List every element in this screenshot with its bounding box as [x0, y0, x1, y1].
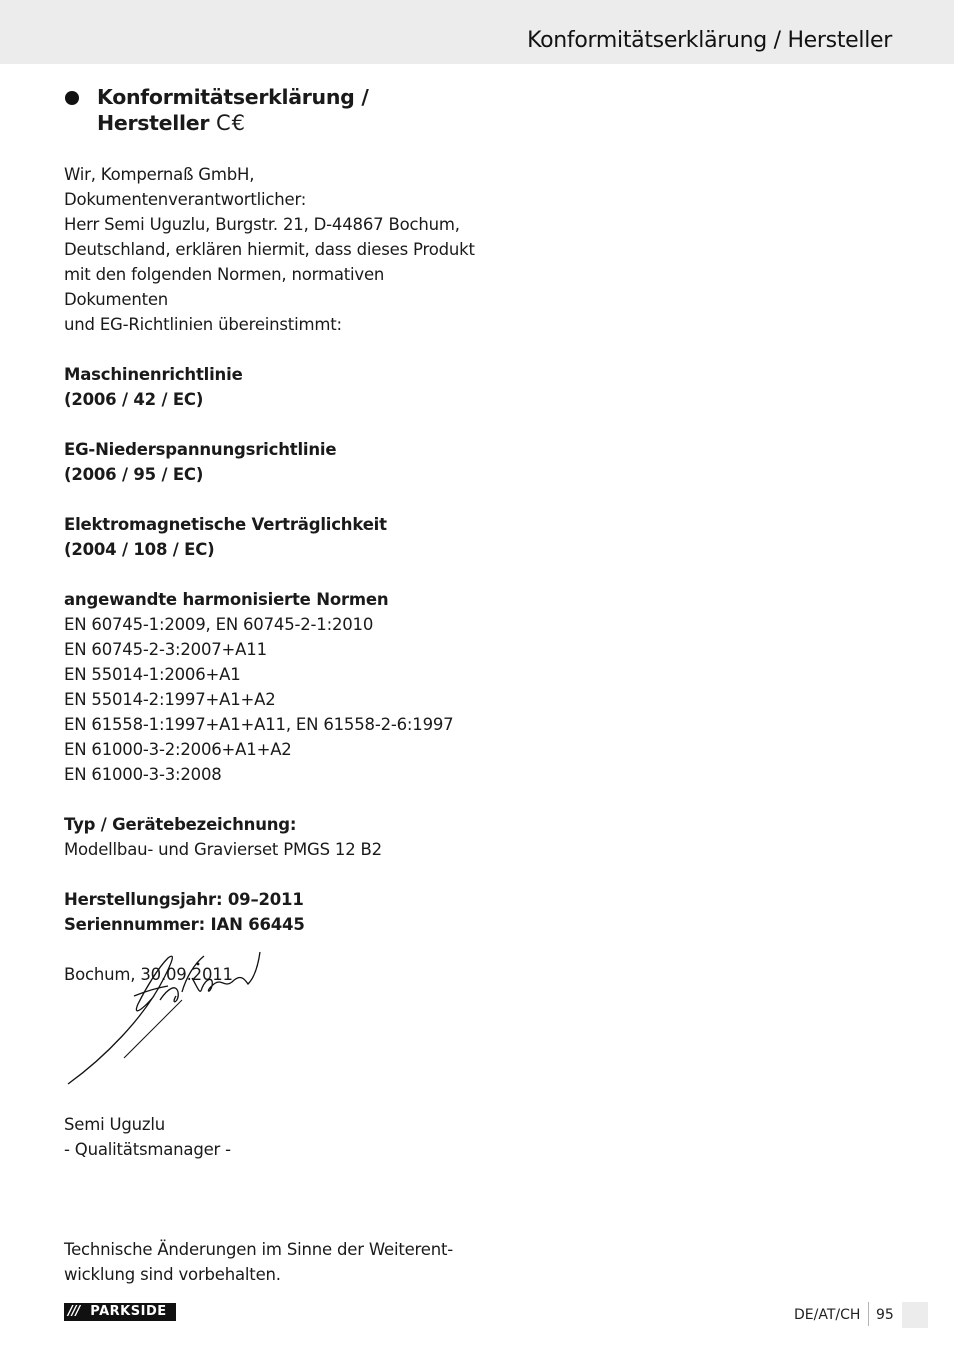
directive-code: (2004 / 108 / EC): [64, 540, 215, 559]
norm-item: EN 60745-1:2009, EN 60745-2-1:2010: [64, 615, 374, 634]
disclaimer-line: wicklung sind vorbehalten.: [64, 1265, 281, 1284]
norms-title: angewandte harmonisierte Normen: [64, 590, 389, 609]
heading-line-2: [97, 110, 484, 136]
logo-slashes: ///: [68, 1304, 80, 1319]
serial-number: Seriennummer: IAN 66445: [64, 915, 305, 934]
production-year: Herstellungsjahr: 09–2011: [64, 890, 304, 909]
directive-emc: [64, 512, 484, 562]
footer-divider: [868, 1302, 869, 1326]
norm-item: EN 55014-1:2006+A1: [64, 665, 241, 684]
intro-paragraph: [64, 162, 484, 337]
type-value: Modellbau- und Gravierset PMGS 12 B2: [64, 840, 382, 859]
directive-machinery: [64, 362, 484, 412]
type-label: Typ / Gerätebezeichnung:: [64, 815, 297, 834]
directive-code: (2006 / 95 / EC): [64, 465, 204, 484]
page-number: 95: [876, 1307, 894, 1323]
disclaimer-line: Technische Änderungen im Sinne der Weiterent-: [64, 1240, 453, 1259]
heading-text: Hersteller: [97, 111, 210, 135]
section-heading: [97, 84, 484, 136]
intro-line: Deutschland, erklären hiermit, dass dieses Produkt: [64, 240, 475, 259]
directive-low-voltage: [64, 437, 484, 487]
bullet-icon: [65, 91, 79, 105]
ce-mark-icon: C€: [216, 111, 247, 135]
directive-code: (2006 / 42 / EC): [64, 390, 204, 409]
parkside-logo: [64, 1303, 176, 1321]
norms-block: [64, 587, 484, 787]
footer-tab: [902, 1302, 928, 1328]
heading-line-1: Konformitätserklärung /: [97, 85, 369, 109]
directive-name: Maschinenrichtlinie: [64, 365, 243, 384]
header-bar: [0, 0, 954, 64]
norm-item: EN 61000-3-3:2008: [64, 765, 222, 784]
signer-role: - Qualitätsmanager -: [64, 1140, 231, 1159]
norm-item: EN 55014-2:1997+A1+A2: [64, 690, 276, 709]
intro-line: mit den folgenden Normen, normativen Dokumenten: [64, 265, 385, 309]
directive-name: EG-Niederspannungsrichtlinie: [64, 440, 337, 459]
handwritten-signature: [64, 948, 264, 1088]
logo-brand: PARKSIDE: [90, 1304, 167, 1319]
intro-line: und EG-Richtlinien übereinstimmt:: [64, 315, 342, 334]
signer-block: [64, 1112, 484, 1162]
place-date: Bochum, 30.09.2011: [64, 965, 233, 984]
directive-name: Elektromagnetische Verträglichkeit: [64, 515, 387, 534]
disclaimer: [64, 1237, 484, 1287]
spacer: [64, 1162, 484, 1237]
page-header-title: Konformitätserklärung / Hersteller: [527, 28, 892, 53]
norm-item: EN 60745-2-3:2007+A11: [64, 640, 267, 659]
signer-name: Semi Uguzlu: [64, 1115, 166, 1134]
intro-line: Wir, Kompernaß GmbH, Dokumentenverantwortlicher:: [64, 165, 307, 209]
footer-language: DE/AT/CH: [794, 1307, 861, 1323]
main-content: [64, 84, 484, 1287]
type-block: [64, 812, 484, 862]
intro-line: Herr Semi Uguzlu, Burgstr. 21, D-44867 Bochum,: [64, 215, 460, 234]
norm-item: EN 61000-3-2:2006+A1+A2: [64, 740, 292, 759]
norm-item: EN 61558-1:1997+A1+A11, EN 61558-2-6:1997: [64, 715, 454, 734]
production-block: [64, 887, 484, 937]
